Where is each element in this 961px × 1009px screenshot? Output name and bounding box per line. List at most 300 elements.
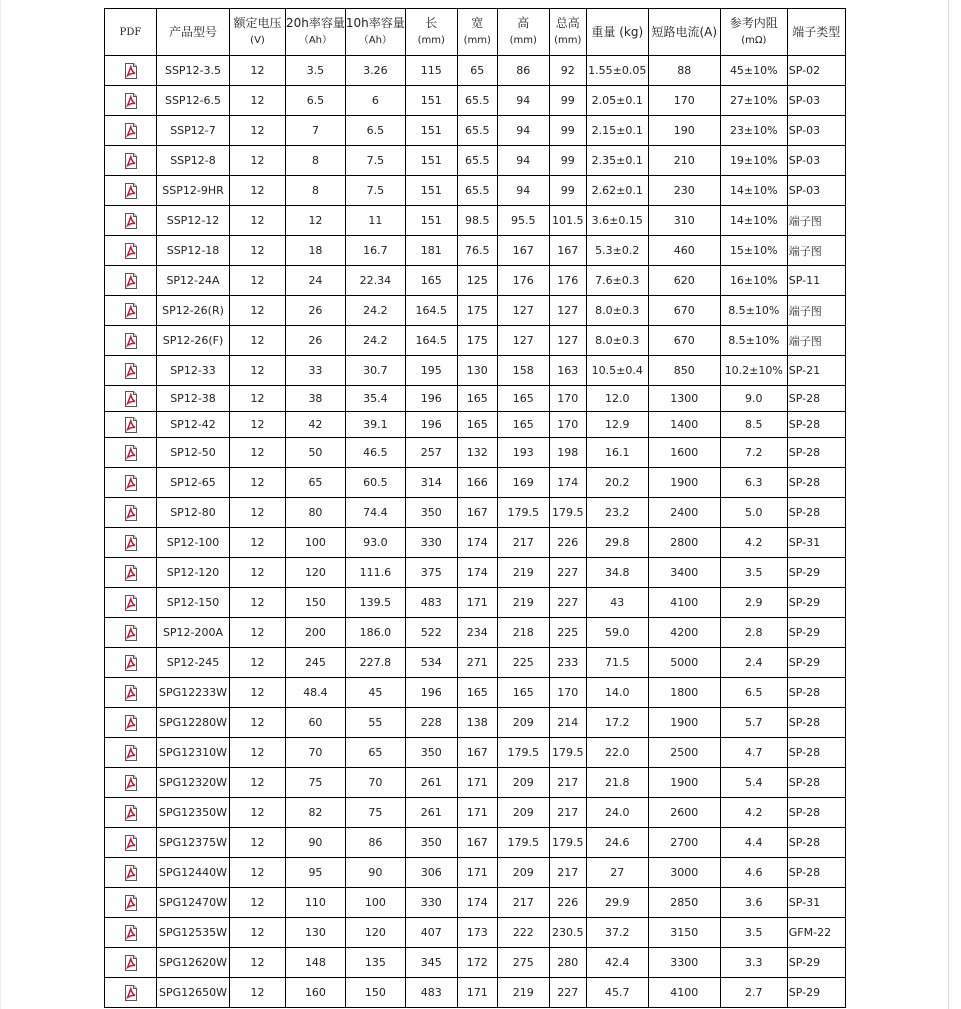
cell-model: SP12-38 [157, 386, 230, 412]
cell-resistance: 45±10% [720, 56, 787, 86]
cell-height: 94 [497, 146, 549, 176]
cell-length: 151 [405, 206, 457, 236]
pdf-icon[interactable] [124, 955, 138, 971]
cell-height: 193 [497, 438, 549, 468]
pdf-icon[interactable] [124, 985, 138, 1001]
cell-length: 261 [405, 798, 457, 828]
cell-weight: 17.2 [586, 708, 648, 738]
pdf-icon[interactable] [124, 183, 138, 199]
cell-length: 151 [405, 116, 457, 146]
cell-short-current: 670 [648, 296, 720, 326]
cell-resistance: 14±10% [720, 206, 787, 236]
cell-voltage: 12 [230, 206, 286, 236]
cell-weight: 23.2 [586, 498, 648, 528]
cell-voltage: 12 [230, 918, 286, 948]
cell-cap20: 8 [286, 176, 346, 206]
pdf-icon[interactable] [124, 333, 138, 349]
cell-total-height: 217 [549, 858, 586, 888]
cell-width: 175 [457, 326, 497, 356]
cell-model: SP12-120 [157, 558, 230, 588]
pdf-icon[interactable] [124, 625, 138, 641]
cell-voltage: 12 [230, 386, 286, 412]
cell-voltage: 12 [230, 296, 286, 326]
cell-length: 151 [405, 176, 457, 206]
cell-terminal: 端子图 [787, 206, 845, 236]
cell-cap20: 245 [286, 648, 346, 678]
cell-height: 225 [497, 648, 549, 678]
cell-length: 181 [405, 236, 457, 266]
cell-weight: 12.9 [586, 412, 648, 438]
cell-voltage: 12 [230, 438, 286, 468]
cell-width: 175 [457, 296, 497, 326]
cell-cap20: 3.5 [286, 56, 346, 86]
cell-resistance: 4.7 [720, 738, 787, 768]
cell-weight: 37.2 [586, 918, 648, 948]
table-row [105, 236, 846, 266]
pdf-icon[interactable] [124, 153, 138, 169]
cell-short-current: 1800 [648, 678, 720, 708]
cell-resistance: 2.9 [720, 588, 787, 618]
table-row [105, 296, 846, 326]
cell-short-current: 3400 [648, 558, 720, 588]
cell-width: 172 [457, 948, 497, 978]
cell-resistance: 2.8 [720, 618, 787, 648]
cell-terminal: SP-31 [787, 888, 845, 918]
pdf-icon[interactable] [124, 565, 138, 581]
pdf-icon[interactable] [124, 805, 138, 821]
cell-short-current: 170 [648, 86, 720, 116]
cell-model: SPG12310W [157, 738, 230, 768]
cell-total-height: 163 [549, 356, 586, 386]
pdf-cell [105, 798, 157, 828]
cell-voltage: 12 [230, 828, 286, 858]
cell-terminal: SP-28 [787, 858, 845, 888]
cell-short-current: 190 [648, 116, 720, 146]
cell-width: 165 [457, 678, 497, 708]
cell-short-current: 2400 [648, 498, 720, 528]
cell-height: 219 [497, 978, 549, 1008]
cell-width: 174 [457, 528, 497, 558]
pdf-icon[interactable] [124, 775, 138, 791]
cell-resistance: 3.5 [720, 918, 787, 948]
cell-weight: 12.0 [586, 386, 648, 412]
cell-cap10: 74.4 [345, 498, 405, 528]
header-cap10 [345, 9, 405, 56]
cell-height: 165 [497, 412, 549, 438]
header-cap20 [286, 9, 346, 56]
cell-weight: 8.0±0.3 [586, 296, 648, 326]
pdf-icon[interactable] [124, 685, 138, 701]
cell-width: 130 [457, 356, 497, 386]
header-cap20-label: 20h率容量 [286, 16, 345, 30]
table-row [105, 146, 846, 176]
cell-terminal: SP-28 [787, 678, 845, 708]
cell-resistance: 9.0 [720, 386, 787, 412]
cell-weight: 3.6±0.15 [586, 206, 648, 236]
cell-total-height: 214 [549, 708, 586, 738]
cell-resistance: 3.6 [720, 888, 787, 918]
cell-cap10: 135 [345, 948, 405, 978]
cell-cap10: 86 [345, 828, 405, 858]
pdf-cell [105, 146, 157, 176]
cell-voltage: 12 [230, 412, 286, 438]
pdf-icon[interactable] [124, 505, 138, 521]
cell-width: 174 [457, 888, 497, 918]
cell-cap20: 26 [286, 296, 346, 326]
cell-cap10: 30.7 [345, 356, 405, 386]
cell-height: 94 [497, 116, 549, 146]
pdf-cell [105, 858, 157, 888]
pdf-cell [105, 56, 157, 86]
cell-height: 217 [497, 888, 549, 918]
cell-length: 534 [405, 648, 457, 678]
cell-cap20: 50 [286, 438, 346, 468]
cell-cap20: 110 [286, 888, 346, 918]
table-row [105, 678, 846, 708]
cell-length: 196 [405, 386, 457, 412]
table-row [105, 356, 846, 386]
cell-total-height: 217 [549, 798, 586, 828]
cell-cap10: 90 [345, 858, 405, 888]
pdf-icon[interactable] [124, 363, 138, 379]
cell-short-current: 850 [648, 356, 720, 386]
cell-model: SP12-50 [157, 438, 230, 468]
pdf-icon[interactable] [124, 745, 138, 761]
cell-cap20: 90 [286, 828, 346, 858]
cell-resistance: 6.3 [720, 468, 787, 498]
cell-resistance: 8.5±10% [720, 326, 787, 356]
cell-cap10: 65 [345, 738, 405, 768]
pdf-icon[interactable] [124, 63, 138, 79]
pdf-cell [105, 468, 157, 498]
header-width [457, 9, 497, 56]
cell-cap20: 150 [286, 588, 346, 618]
pdf-icon[interactable] [124, 925, 138, 941]
pdf-cell [105, 918, 157, 948]
page-edge-left [0, 0, 1, 1009]
cell-weight: 10.5±0.4 [586, 356, 648, 386]
cell-cap20: 48.4 [286, 678, 346, 708]
cell-cap10: 111.6 [345, 558, 405, 588]
pdf-icon[interactable] [124, 303, 138, 319]
cell-resistance: 4.2 [720, 528, 787, 558]
cell-width: 171 [457, 588, 497, 618]
cell-length: 522 [405, 618, 457, 648]
table-row [105, 798, 846, 828]
cell-width: 65.5 [457, 176, 497, 206]
cell-length: 196 [405, 412, 457, 438]
cell-model: SSP12-8 [157, 146, 230, 176]
cell-short-current: 1400 [648, 412, 720, 438]
pdf-icon[interactable] [124, 865, 138, 881]
cell-short-current: 3150 [648, 918, 720, 948]
cell-model: SPG12470W [157, 888, 230, 918]
pdf-icon[interactable] [124, 895, 138, 911]
cell-resistance: 2.4 [720, 648, 787, 678]
cell-total-height: 227 [549, 978, 586, 1008]
pdf-cell [105, 888, 157, 918]
cell-voltage: 12 [230, 528, 286, 558]
cell-length: 330 [405, 888, 457, 918]
pdf-icon[interactable] [124, 243, 138, 259]
cell-voltage: 12 [230, 708, 286, 738]
cell-height: 222 [497, 918, 549, 948]
cell-width: 166 [457, 468, 497, 498]
pdf-icon[interactable] [124, 391, 138, 407]
cell-short-current: 620 [648, 266, 720, 296]
cell-resistance: 8.5±10% [720, 296, 787, 326]
cell-weight: 59.0 [586, 618, 648, 648]
pdf-icon[interactable] [124, 93, 138, 109]
cell-terminal: SP-29 [787, 558, 845, 588]
pdf-icon[interactable] [124, 475, 138, 491]
cell-cap20: 100 [286, 528, 346, 558]
cell-length: 195 [405, 356, 457, 386]
cell-width: 65 [457, 56, 497, 86]
header-height [497, 9, 549, 56]
cell-total-height: 99 [549, 116, 586, 146]
cell-model: SPG12620W [157, 948, 230, 978]
cell-cap10: 139.5 [345, 588, 405, 618]
cell-weight: 24.0 [586, 798, 648, 828]
pdf-icon[interactable] [124, 655, 138, 671]
pdf-cell [105, 558, 157, 588]
cell-cap10: 35.4 [345, 386, 405, 412]
cell-short-current: 4100 [648, 978, 720, 1008]
cell-model: SP12-200A [157, 618, 230, 648]
cell-cap10: 7.5 [345, 176, 405, 206]
cell-cap20: 8 [286, 146, 346, 176]
header-short-current: 短路电流(A) [648, 9, 720, 56]
table-row [105, 618, 846, 648]
cell-width: 171 [457, 858, 497, 888]
table-row [105, 888, 846, 918]
table-row [105, 588, 846, 618]
pdf-cell [105, 386, 157, 412]
cell-cap20: 80 [286, 498, 346, 528]
cell-height: 95.5 [497, 206, 549, 236]
cell-height: 209 [497, 798, 549, 828]
cell-terminal: SP-28 [787, 468, 845, 498]
cell-terminal: 端子图 [787, 326, 845, 356]
cell-resistance: 5.0 [720, 498, 787, 528]
cell-weight: 2.62±0.1 [586, 176, 648, 206]
cell-terminal: SP-03 [787, 86, 845, 116]
cell-voltage: 12 [230, 888, 286, 918]
cell-cap20: 7 [286, 116, 346, 146]
cell-terminal: SP-28 [787, 828, 845, 858]
header-length-unit: (mm) [417, 35, 445, 46]
cell-short-current: 1600 [648, 438, 720, 468]
cell-voltage: 12 [230, 468, 286, 498]
cell-short-current: 2700 [648, 828, 720, 858]
cell-weight: 29.9 [586, 888, 648, 918]
cell-cap10: 24.2 [345, 296, 405, 326]
cell-weight: 45.7 [586, 978, 648, 1008]
cell-short-current: 1300 [648, 386, 720, 412]
cell-cap10: 24.2 [345, 326, 405, 356]
header-weight: 重量 (kg) [586, 9, 648, 56]
cell-total-height: 179.5 [549, 828, 586, 858]
cell-terminal: GFM-22 [787, 918, 845, 948]
cell-width: 173 [457, 918, 497, 948]
table-row [105, 648, 846, 678]
cell-total-height: 92 [549, 56, 586, 86]
cell-cap20: 12 [286, 206, 346, 236]
pdf-cell [105, 356, 157, 386]
cell-model: SSP12-3.5 [157, 56, 230, 86]
cell-length: 350 [405, 498, 457, 528]
cell-voltage: 12 [230, 738, 286, 768]
cell-terminal: SP-29 [787, 648, 845, 678]
cell-voltage: 12 [230, 86, 286, 116]
cell-short-current: 2800 [648, 528, 720, 558]
pdf-cell [105, 326, 157, 356]
cell-terminal: SP-03 [787, 176, 845, 206]
cell-terminal: SP-29 [787, 588, 845, 618]
cell-height: 94 [497, 86, 549, 116]
header-total-height-label: 总高 [555, 16, 580, 30]
cell-cap20: 38 [286, 386, 346, 412]
cell-cap20: 24 [286, 266, 346, 296]
cell-width: 65.5 [457, 86, 497, 116]
pdf-icon[interactable] [124, 715, 138, 731]
cell-cap20: 75 [286, 768, 346, 798]
table-row [105, 948, 846, 978]
cell-width: 125 [457, 266, 497, 296]
header-height-unit: (mm) [509, 35, 537, 46]
cell-total-height: 167 [549, 236, 586, 266]
cell-width: 65.5 [457, 116, 497, 146]
cell-length: 345 [405, 948, 457, 978]
battery-spec-table [104, 8, 846, 1008]
pdf-cell [105, 438, 157, 468]
cell-width: 98.5 [457, 206, 497, 236]
cell-terminal: SP-28 [787, 708, 845, 738]
cell-weight: 5.3±0.2 [586, 236, 648, 266]
cell-short-current: 460 [648, 236, 720, 266]
pdf-cell [105, 828, 157, 858]
cell-total-height: 217 [549, 768, 586, 798]
cell-model: SPG12320W [157, 768, 230, 798]
cell-length: 261 [405, 768, 457, 798]
table-row [105, 206, 846, 236]
pdf-cell [105, 176, 157, 206]
header-cap10-label: 10h率容量 [345, 16, 405, 30]
cell-length: 164.5 [405, 326, 457, 356]
cell-short-current: 4100 [648, 588, 720, 618]
pdf-icon[interactable] [124, 535, 138, 551]
cell-model: SP12-42 [157, 412, 230, 438]
cell-resistance: 4.4 [720, 828, 787, 858]
cell-voltage: 12 [230, 648, 286, 678]
cell-short-current: 5000 [648, 648, 720, 678]
cell-resistance: 3.3 [720, 948, 787, 978]
cell-width: 65.5 [457, 146, 497, 176]
cell-length: 375 [405, 558, 457, 588]
pdf-icon[interactable] [124, 595, 138, 611]
cell-resistance: 15±10% [720, 236, 787, 266]
pdf-cell [105, 266, 157, 296]
cell-terminal: SP-28 [787, 768, 845, 798]
cell-height: 209 [497, 708, 549, 738]
cell-cap10: 227.8 [345, 648, 405, 678]
cell-total-height: 179.5 [549, 738, 586, 768]
cell-cap20: 65 [286, 468, 346, 498]
table-row [105, 468, 846, 498]
header-length [405, 9, 457, 56]
cell-weight: 1.55±0.05 [586, 56, 648, 86]
header-resistance-label: 参考内阻 [729, 16, 778, 30]
cell-voltage: 12 [230, 978, 286, 1008]
cell-width: 165 [457, 412, 497, 438]
pdf-icon[interactable] [124, 417, 138, 433]
cell-height: 209 [497, 768, 549, 798]
cell-terminal: SP-31 [787, 528, 845, 558]
header-cap10-unit: （Ah） [358, 35, 392, 46]
cell-total-height: 174 [549, 468, 586, 498]
table-row [105, 438, 846, 468]
pdf-icon[interactable] [124, 123, 138, 139]
pdf-cell [105, 708, 157, 738]
cell-length: 330 [405, 528, 457, 558]
cell-terminal: SP-28 [787, 498, 845, 528]
cell-length: 151 [405, 146, 457, 176]
cell-weight: 8.0±0.3 [586, 326, 648, 356]
cell-cap20: 160 [286, 978, 346, 1008]
pdf-icon[interactable] [124, 273, 138, 289]
cell-width: 132 [457, 438, 497, 468]
cell-short-current: 88 [648, 56, 720, 86]
cell-model: SPG12535W [157, 918, 230, 948]
cell-total-height: 170 [549, 412, 586, 438]
table-row [105, 708, 846, 738]
cell-cap20: 82 [286, 798, 346, 828]
cell-total-height: 227 [549, 588, 586, 618]
cell-length: 151 [405, 86, 457, 116]
cell-weight: 22.0 [586, 738, 648, 768]
cell-model: SSP12-9HR [157, 176, 230, 206]
pdf-icon[interactable] [124, 213, 138, 229]
cell-resistance: 19±10% [720, 146, 787, 176]
cell-cap10: 22.34 [345, 266, 405, 296]
cell-cap10: 93.0 [345, 528, 405, 558]
cell-height: 219 [497, 588, 549, 618]
cell-cap10: 75 [345, 798, 405, 828]
cell-weight: 43 [586, 588, 648, 618]
cell-weight: 42.4 [586, 948, 648, 978]
cell-voltage: 12 [230, 176, 286, 206]
cell-model: SPG12350W [157, 798, 230, 828]
pdf-icon[interactable] [124, 445, 138, 461]
cell-voltage: 12 [230, 146, 286, 176]
cell-height: 165 [497, 678, 549, 708]
table-row [105, 116, 846, 146]
pdf-icon[interactable] [124, 835, 138, 851]
cell-terminal: SP-21 [787, 356, 845, 386]
cell-voltage: 12 [230, 558, 286, 588]
cell-voltage: 12 [230, 798, 286, 828]
table-row [105, 412, 846, 438]
cell-cap10: 45 [345, 678, 405, 708]
cell-height: 179.5 [497, 498, 549, 528]
cell-width: 171 [457, 768, 497, 798]
cell-width: 167 [457, 738, 497, 768]
cell-resistance: 8.5 [720, 412, 787, 438]
table-row [105, 768, 846, 798]
cell-cap10: 7.5 [345, 146, 405, 176]
cell-short-current: 2500 [648, 738, 720, 768]
